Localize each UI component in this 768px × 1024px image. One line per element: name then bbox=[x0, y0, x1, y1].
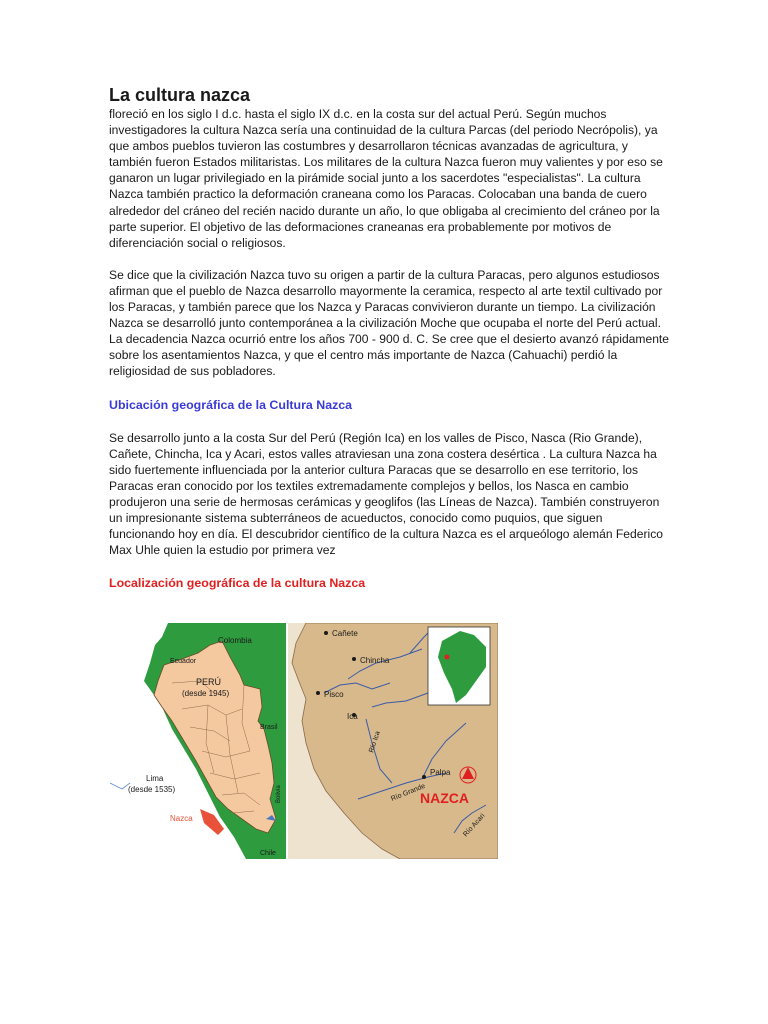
label-peru-since: (desde 1945) bbox=[182, 689, 230, 698]
dot-palpa bbox=[422, 775, 426, 779]
label-colombia: Colombia bbox=[218, 636, 252, 645]
dot-pisco bbox=[316, 691, 320, 695]
article bbox=[109, 84, 669, 591]
label-chincha: Chincha bbox=[360, 656, 390, 665]
label-palpa: Palpa bbox=[430, 768, 451, 777]
maps-figure bbox=[110, 623, 498, 859]
paragraph-civilization: Se dice que la civilización Nazca tuvo su origen a partir de la cultura Paracas, pero algunos estudiosos afirman que el pueblo de Nazca desarrollo mayormente la ceramica, respecto al arte textil cultivado por los Paracas, y también parece que los Nazca y Paracas convivieron durante un tiempo. La civilización Nazca se desarrolló junto contemporánea a la civilización Moche que ocupaba el norte del Perú actual. La decadencia Nazca ocurrió entre los años 700 - 900 d. C. Se cree que el desierto avanzó rápidamente sobre los asentamientos Nazca, y que el centro más importante de Nazca (Cahuachi) perdió la religiosidad de sus pobladores. bbox=[109, 267, 670, 379]
paragraph-origin: floreció en los siglo I d.c. hasta el siglo IX d.c. en la costa sur del actual Perú. Según muchos investigadores la cultura Nazca sería una continuidad de la cultura Parcas (del periodo Necrópolis), ya que ambos pueblos tuvieron las costumbres y desarrollaron técnicas avanzadas de agricultura, y también fueron Estados militaristas. Los militares de la cultura Nazca fueron muy valientes y por eso se ganaron un lugar privilegiado en la pirámide social junto a los sacerdotes "especialistas". La cultura Nazca también practico la deformación craneana como los Paracas. Colocaban una banda de cuero alrededor del cráneo del recién nacido durante un año, lo que obligaba al crecimiento del cráneo por la parte superior. El objetivo de las deformaciones craneanas era probablemente por motivos de diferenciación social o religiosos. bbox=[109, 107, 663, 250]
map-peru bbox=[110, 623, 286, 859]
paragraph-location: Se desarrollo junto a la costa Sur del Perú (Región Ica) en los valles de Pisco, Nasca (Rio Grande), Cañete, Chincha, Ica y Acari, estos valles atraviesan una zona costera desértica . La cultura Nazca ha sido fuertemente influenciada por la anterior cultura Paracas que se desarrollo en ese territorio, los Paracas eran conocido por los textiles extremadamente complejos y bellos, los Nasca en cambio produjeron una serie de hermosas cerámicas y geoglifos (las Líneas de Nazca). También construyeron un impresionante sistema subterráneos de acueductos, conocido como puquios, que siguen funcionando hoy en día. El descubridor científico de la cultura Nazca es el arqueólogo alemán Federico Max Uhle quien la estudio por primera vez bbox=[109, 430, 663, 558]
label-nazca-right: NAZCA bbox=[420, 790, 469, 806]
label-rio-grande: Río Grande bbox=[390, 782, 427, 803]
label-rio-acari: Río Acari bbox=[462, 812, 487, 839]
page-title: La cultura nazca bbox=[109, 85, 251, 105]
maps-svg bbox=[110, 623, 498, 859]
label-pisco: Pisco bbox=[324, 690, 344, 699]
map-nazca-region bbox=[288, 623, 498, 859]
label-lima-since: (desde 1535) bbox=[128, 785, 176, 794]
label-bolivia: Bolivia bbox=[276, 785, 282, 803]
heading-ubicacion: Ubicación geográfica de la Cultura Nazca bbox=[109, 397, 353, 412]
label-canete: Cañete bbox=[332, 629, 358, 638]
label-rio-ica: Río Ica bbox=[368, 730, 382, 754]
dot-chincha bbox=[352, 657, 356, 661]
label-lima: Lima bbox=[146, 774, 164, 783]
inset-location-dot bbox=[445, 655, 450, 660]
label-peru: PERÚ bbox=[196, 677, 222, 687]
label-ecuador: Ecuador bbox=[170, 658, 197, 665]
heading-localizacion: Localización geográfica de la cultura Nazca bbox=[109, 576, 366, 591]
dot-canete bbox=[324, 631, 328, 635]
label-chile: Chile bbox=[260, 850, 276, 857]
label-nazca-left: Nazca bbox=[170, 814, 193, 823]
label-ica: Ica bbox=[347, 712, 358, 721]
label-brasil: Brasil bbox=[260, 724, 278, 731]
